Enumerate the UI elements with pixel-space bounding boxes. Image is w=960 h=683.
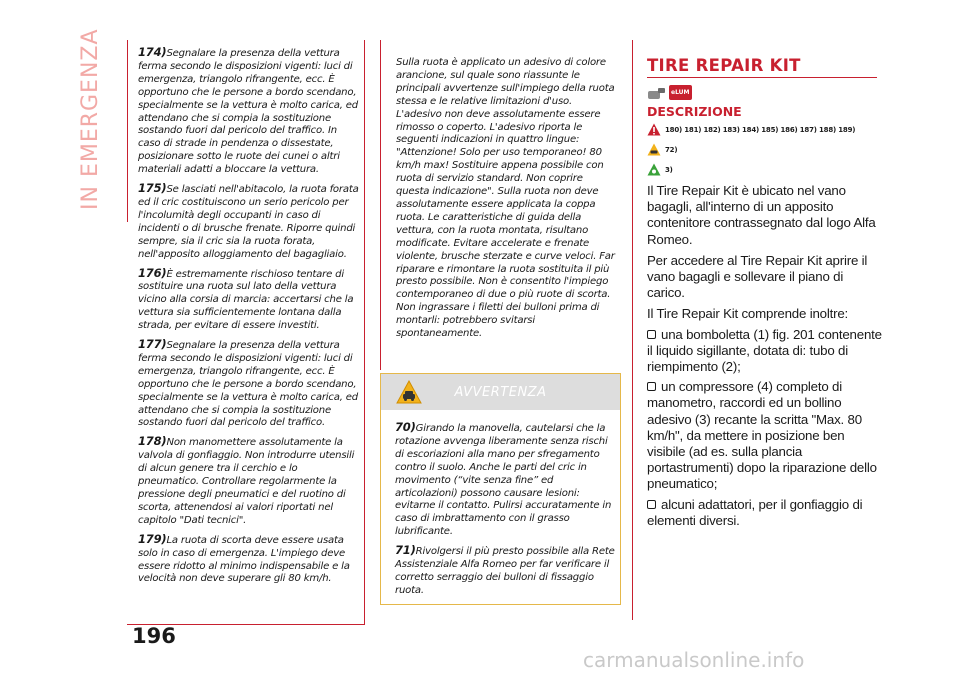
column-divider-right: [632, 40, 633, 620]
note-174: 174)Segnalare la presenza della vettura ferma secondo le disposizioni vigenti: luci di emergenza, triangolo rifrangente, ecc. È opportuno che le persone a bordo scendano, specialmente se la vettura è molto carica, ed attendano che si compia la sostituzione sostando fuori dal pericolo del traffico. In caso di strade in pendenza o dissestate, posizionare sotto le ruote dei cunei o altri materiali adatti a bloccare la vettura.: [138, 45, 358, 176]
bullet-square-icon: [647, 500, 656, 509]
note-179: 179)La ruota di scorta deve essere usata solo in caso di emergenza. L'impiego deve essere ridotto al minimo indispensabile e la velocità non deve superare gli 80 km/h.: [138, 531, 350, 585]
warning-triangle-icon: [647, 143, 661, 156]
note-175: 175)Se lasciati nell'abitacolo, la ruota forata ed il cric costituiscono un serio pericolo per l'incolumità degli occupanti in caso di incidenti o di brusche frenate. Riporre quindi sempre, sia il cric sia la ruota forata, nell'apposito alloggiamento del bagagliaio.: [138, 181, 359, 260]
kit-location-paragraph: Il Tire Repair Kit è ubicato nel vano bagagli, all'interno di un apposito contenitore contrassegnato dal logo Alfa Romeo.: [647, 183, 876, 247]
note-177: 177)Segnalare la presenza della vettura ferma secondo le disposizioni vigenti: luci di emergenza, triangolo rifrangente, ecc. È opportuno che le persone a bordo scendano, specialmente se la vettura è molto carica, ed attendano che si compia la sostituzione sostando fuori dal pericolo del traffico.: [138, 337, 358, 429]
kit-access-paragraph: Per accedere al Tire Repair Kit aprire il vano bagagli e sollevare il piano di carico.: [647, 252, 868, 301]
watermark: carmanualsonline.info: [583, 648, 805, 672]
column-divider-mid: [380, 40, 381, 370]
warning-refs: 72): [647, 143, 882, 156]
danger-triangle-icon: [647, 123, 661, 136]
note-178: 178)Non manomettere assolutamente la valvola di gonfiaggio. Non introdurre utensili di alcun genere tra il cerchio e lo pneumatico. Controllare regolarmente la pressione degli pneumatici e del ruotino di scorta, attenendosi ai valori riportati nel capitolo "Dati tecnici".: [138, 434, 355, 526]
column-2-text: [396, 57, 618, 346]
kit-bullet-compressor: un compressore (4) completo di manometro, raccordi ed un bollino adesivo (3) recante la scritta "Max. 80 km/h", da mettere in posizione ben visibile (ad es. sulla plancia portastrumenti) dopo la riparazione dello pneumatico;: [647, 379, 877, 492]
section-title: TIRE REPAIR KIT: [647, 56, 801, 75]
kit-bullet-bottle: una bomboletta (1) fig. 201 contenente il liquido sigillante, dotata di: tubo di riempimento (2);: [647, 326, 882, 375]
environment-triangle-icon: [647, 163, 661, 176]
warning-title: AVVERTENZA: [454, 385, 547, 400]
warning-note-71: 71)Rivolgersi il più presto possibile alla Rete Assistenziale Alfa Romeo per far verificare il corretto serraggio dei bulloni di fissaggio ruota.: [395, 543, 615, 596]
kit-bullet-adapters: alcuni adattatori, per il gonfiaggio di elementi diversi.: [647, 496, 863, 528]
warning-note-70: 70)Girando la manovella, cautelarsi che la rotazione avvenga liberamente senza rischi di escoriazioni alla mano per sfregamento contro il suolo. Anche le parti del cric in movimento (“vite senza fine” ed articolazioni) possono causare lesioni: evitarne il contatto. Pulirsi accuratamente in caso di imbrattamento con il grasso lubrificante.: [395, 420, 612, 538]
page-number: 196: [132, 624, 176, 648]
spare-wheel-paragraph: Sulla ruota è applicato un adesivo di colore arancione, sul quale sono riassunte le principali avvertenze sull'impiego della ruota stessa e le relative limitazioni d'uso. L'adesivo non deve assolutamente essere rimosso o coperto. L'adesivo riporta le seguenti indicazioni in quattro lingue: "Attenzione! Solo per uso temporaneo! 80 km/h max! Sostituire appena possibile con ruota di servizio standard. Non coprire questa indicazione". Sulla ruota non deve assolutamente essere applicata la coppa ruota. Le caratteristiche di guida della vettura, con la ruota montata, risultano modificate. Evitare accelerate e frenate violente, brusche sterzate e curve veloci. Far riparare e rimontare la ruota sostituita il più presto possibile. Non è consentito l'impiego contemporaneo di due o più ruote di scorta. Non ingrassare i filetti dei bulloni prima di montarli: potrebbero svitarsi spontaneamente.: [396, 57, 615, 340]
kit-contents-intro: Il Tire Repair Kit comprende inoltre:: [647, 306, 849, 322]
tire-kit-icon: [647, 86, 667, 100]
column-divider-left: [364, 40, 365, 625]
side-title-rule: [127, 40, 128, 222]
warning-header: [381, 374, 620, 410]
kit-icons: [647, 85, 882, 100]
danger-refs: 180) 181) 182) 183) 184) 185) 186) 187) 188) 189): [647, 123, 882, 136]
bullet-square-icon: [647, 330, 656, 339]
warning-box: [380, 373, 621, 605]
column-1-notes: [138, 46, 360, 591]
section-side-title: IN EMERGENZA: [78, 28, 103, 210]
note-176: 176)È estremamente rischioso tentare di sostituire una ruota sul lato della vettura vicino alla corsia di marcia: accertarsi che la vettura sia sufficientemente lontana dalla strada, per evitare di essere investiti.: [138, 265, 354, 332]
environment-refs: 3): [647, 163, 882, 176]
elum-badge: eLUM: [669, 85, 692, 100]
subsection-title: DESCRIZIONE: [647, 104, 742, 119]
title-underline: [647, 77, 877, 78]
bullet-square-icon: [647, 382, 656, 391]
column-3-tire-repair: [647, 56, 882, 529]
